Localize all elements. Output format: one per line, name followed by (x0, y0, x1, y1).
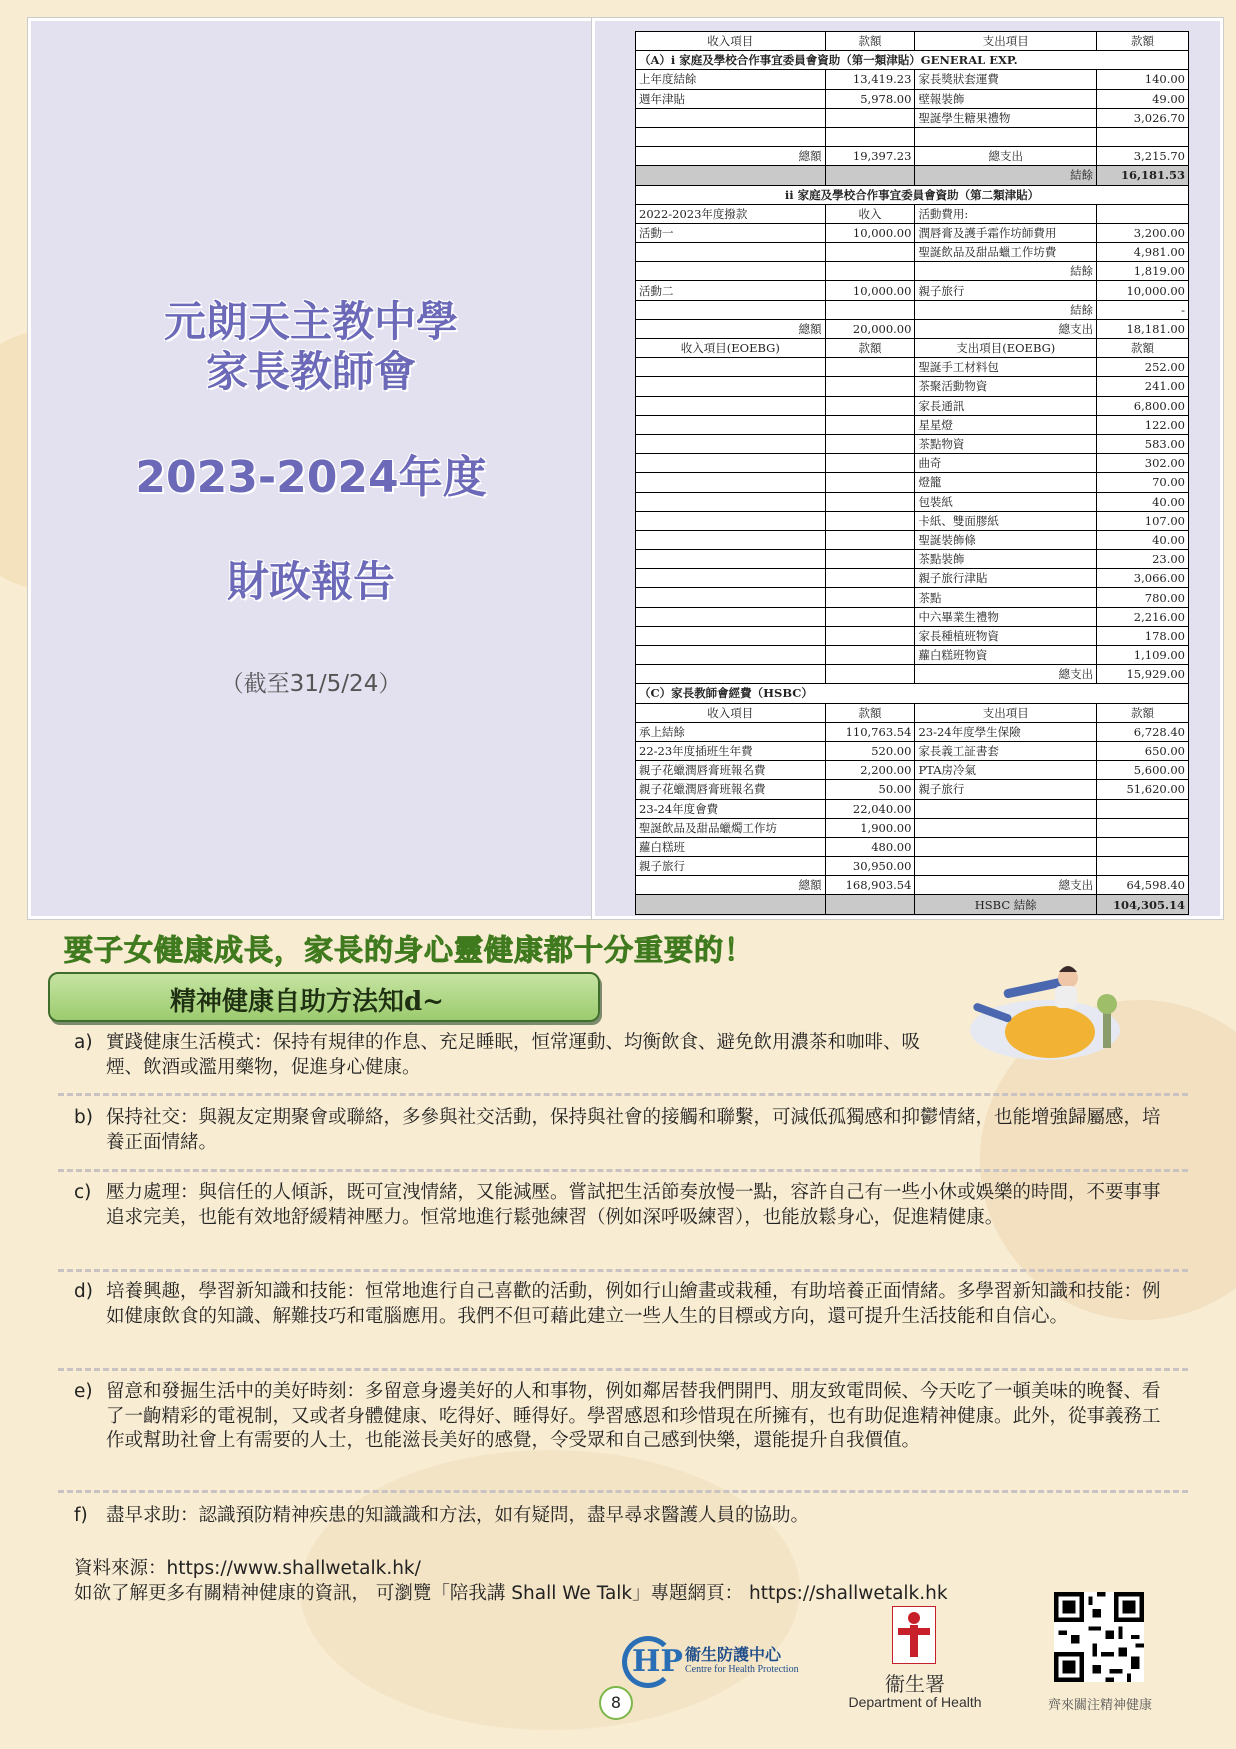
table-row (636, 492, 1189, 511)
table-cell: 23.00 (1097, 550, 1189, 569)
table-row (636, 319, 1189, 338)
table-cell (636, 377, 826, 396)
table-cell: 親子旅行 (915, 281, 1097, 300)
table-row (636, 454, 1189, 473)
table-cell (636, 166, 826, 185)
table-cell: 款額 (825, 32, 915, 51)
divider (58, 1269, 1188, 1272)
table-cell: 總額 (636, 147, 826, 166)
table-row (636, 89, 1189, 108)
table-cell: 49.00 (1097, 89, 1189, 108)
divider (58, 1490, 1188, 1493)
table-cell: 蘿白糕班 (636, 837, 826, 856)
table-cell: 活動二 (636, 281, 826, 300)
table-row (636, 857, 1189, 876)
table-row (636, 300, 1189, 319)
tip-text: 培養興趣，學習新知識和技能：恒常地進行自己喜歡的活動，例如行山繪畫或栽種，有助培養正面情緒。多學習新知識和技能：例如健康飲食的知識、解難技巧和電腦應用。我們不但可藉此建立一些人生的目標或方向，還可提升生活技能和自信心。 (106, 1281, 1161, 1327)
tip-d (74, 1280, 1164, 1329)
table-cell: 茶聚活動物資 (915, 377, 1097, 396)
tip-text: 盡早求助：認識預防精神疾患的知識識和方法，如有疑問，盡早尋求醫護人員的協助。 (106, 1505, 810, 1526)
table-row (636, 434, 1189, 453)
table-cell: （A）i 家庭及學校合作事宜委員會資助（第一類津貼）GENERAL EXP. (636, 51, 1189, 70)
table-cell: 燈籠 (915, 473, 1097, 492)
table-cell (636, 626, 826, 645)
table-cell (1097, 837, 1189, 856)
table-cell (636, 607, 826, 626)
table-cell: 總支出 (915, 665, 1097, 684)
table-cell: 480.00 (825, 837, 915, 856)
table-cell: 23-24年度會費 (636, 799, 826, 818)
table-cell: 收入項目 (636, 32, 826, 51)
table-cell (636, 396, 826, 415)
table-cell (636, 665, 826, 684)
table-cell (825, 108, 915, 127)
tip-c (74, 1181, 1164, 1230)
table-cell: 23-24年度學生保險 (915, 722, 1097, 741)
table-cell: 款額 (825, 703, 915, 722)
table-cell (915, 818, 1097, 837)
table-cell: 款額 (1097, 339, 1189, 358)
tips-heading: 精神健康自助方法知d~ (170, 987, 444, 1017)
table-cell: PTA房冷氣 (915, 761, 1097, 780)
table-cell: 卡紙、雙面膠紙 (915, 511, 1097, 530)
table-cell: 親子花蠟潤唇膏班報名費 (636, 780, 826, 799)
table-cell (636, 454, 826, 473)
table-cell (636, 262, 826, 281)
relaxing-person-illustration (955, 950, 1125, 1065)
table-cell: 支出項目 (915, 32, 1097, 51)
table-cell (915, 799, 1097, 818)
table-row (636, 339, 1189, 358)
table-cell (636, 415, 826, 434)
tip-label: c) (74, 1182, 92, 1203)
table-cell (825, 396, 915, 415)
table-cell (825, 607, 915, 626)
table-cell: HSBC 結餘 (915, 895, 1097, 914)
table-row (636, 166, 1189, 185)
table-cell: 168,903.54 (825, 876, 915, 895)
table-cell: 5,600.00 (1097, 761, 1189, 780)
table-row (636, 147, 1189, 166)
table-cell: 壁報裝飾 (915, 89, 1097, 108)
table-row (636, 761, 1189, 780)
table-cell: 122.00 (1097, 415, 1189, 434)
table-cell: 104,305.14 (1097, 895, 1189, 914)
tip-label: f) (74, 1505, 88, 1526)
table-cell (825, 434, 915, 453)
table-cell: 聖誕裝飾條 (915, 530, 1097, 549)
financial-table (635, 31, 1189, 915)
table-row (636, 108, 1189, 127)
table-cell: 3,215.70 (1097, 147, 1189, 166)
table-cell: 1,109.00 (1097, 646, 1189, 665)
table-cell (636, 434, 826, 453)
table-cell: 51,620.00 (1097, 780, 1189, 799)
table-cell: 583.00 (1097, 434, 1189, 453)
table-cell: 款額 (1097, 32, 1189, 51)
table-cell: 20,000.00 (825, 319, 915, 338)
chp-abbr: HP (632, 1644, 683, 1679)
tip-text: 保持社交：與親友定期聚會或聯絡，多參與社交活動，保持與社會的接觸和聯繫，可減低孤獨感和抑鬱情緒，也能增強歸屬感，培養正面情緒。 (106, 1107, 1161, 1153)
table-cell: 4,981.00 (1097, 243, 1189, 262)
table-cell (825, 511, 915, 530)
table-row (636, 377, 1189, 396)
table-cell: 支出項目(EOEBG) (915, 339, 1097, 358)
table-row (636, 281, 1189, 300)
table-cell: 64,598.40 (1097, 876, 1189, 895)
table-cell: 親子旅行 (915, 780, 1097, 799)
table-cell (825, 530, 915, 549)
table-cell: 6,728.40 (1097, 722, 1189, 741)
report-title: 財政報告 (226, 557, 395, 606)
table-cell: 總額 (636, 876, 826, 895)
table-cell (825, 473, 915, 492)
page-number: 8 (599, 1686, 633, 1720)
table-cell: 親子旅行 (636, 857, 826, 876)
table-row (636, 799, 1189, 818)
table-cell: 包裝紙 (915, 492, 1097, 511)
table-cell: 30,950.00 (825, 857, 915, 876)
table-cell: 520.00 (825, 741, 915, 760)
table-cell (1097, 127, 1189, 146)
table-cell: 16,181.53 (1097, 166, 1189, 185)
table-cell: 252.00 (1097, 358, 1189, 377)
table-row (636, 684, 1189, 703)
table-cell: 2022-2023年度撥款 (636, 204, 826, 223)
table-cell (825, 646, 915, 665)
chp-logo (622, 1636, 812, 1696)
tip-label: d) (74, 1281, 93, 1302)
as-of-date: （截至31/5/24） (220, 671, 402, 697)
divider (58, 1169, 1188, 1172)
table-cell: 收入項目 (636, 703, 826, 722)
table-cell: 2,216.00 (1097, 607, 1189, 626)
tip-text: 壓力處理：與信任的人傾訴，既可宣洩情緒，又能減壓。嘗試把生活節奏放慢一點，容許自己有一些小休或娛樂的時間，不要事事追求完美，也能有效地舒緩精神壓力。恒常地進行鬆弛練習（例如深呼吸練習），也能放鬆身心，促進精健康。 (106, 1182, 1161, 1228)
table-cell: 140.00 (1097, 70, 1189, 89)
table-row (636, 511, 1189, 530)
table-row (636, 262, 1189, 281)
table-cell: 總支出 (915, 147, 1097, 166)
table-row (636, 626, 1189, 645)
school-name: 元朗天主教中學 (163, 297, 458, 346)
table-cell: 活動一 (636, 223, 826, 242)
table-cell: 家長種植班物資 (915, 626, 1097, 645)
table-cell (825, 895, 915, 914)
table-cell (825, 262, 915, 281)
chp-name-cn: 衞生防護中心 (685, 1645, 782, 1664)
table-row (636, 588, 1189, 607)
qr-caption: 齊來關注精神健康 (1047, 1698, 1152, 1713)
table-cell (915, 127, 1097, 146)
table-cell (636, 243, 826, 262)
report-year: 2023-2024年度 (135, 452, 487, 503)
doh-name-cn: 衞生署 (885, 1672, 945, 1696)
table-row (636, 665, 1189, 684)
table-cell (636, 588, 826, 607)
table-cell: 結餘 (915, 300, 1097, 319)
table-cell: 蘿白糕班物資 (915, 646, 1097, 665)
table-cell (825, 415, 915, 434)
table-cell: 10,000.00 (825, 223, 915, 242)
table-cell: 22-23年度插班生年費 (636, 741, 826, 760)
table-row (636, 358, 1189, 377)
association-name: 家長教師會 (205, 347, 416, 396)
financial-table-panel (592, 18, 1223, 919)
table-cell (825, 492, 915, 511)
doh-emblem-icon (892, 1606, 936, 1664)
table-cell: 3,200.00 (1097, 223, 1189, 242)
table-cell: 茶點裝飾 (915, 550, 1097, 569)
tip-f (74, 1504, 1164, 1529)
table-cell (825, 243, 915, 262)
doh-name-en: Department of Health (848, 1694, 982, 1710)
source-line: 資料來源：https://www.shallwetalk.hk/ (74, 1558, 421, 1579)
table-cell (825, 377, 915, 396)
table-cell: 302.00 (1097, 454, 1189, 473)
table-row (636, 876, 1189, 895)
table-row (636, 473, 1189, 492)
table-cell (636, 569, 826, 588)
table-cell: 241.00 (1097, 377, 1189, 396)
table-cell: 上年度結餘 (636, 70, 826, 89)
table-cell: 總支出 (915, 319, 1097, 338)
table-cell (636, 108, 826, 127)
table-cell: 1,900.00 (825, 818, 915, 837)
doh-logo (840, 1606, 1000, 1716)
table-cell: 22,040.00 (825, 799, 915, 818)
table-cell: 親子旅行津貼 (915, 569, 1097, 588)
table-cell (825, 588, 915, 607)
table-cell (1097, 818, 1189, 837)
table-row (636, 32, 1189, 51)
table-cell: 3,066.00 (1097, 569, 1189, 588)
tips-heading-banner (48, 972, 600, 1022)
table-row (636, 895, 1189, 914)
tip-text: 留意和發掘生活中的美好時刻：多留意身邊美好的人和事物，例如鄰居替我們開門、朋友致電問候、今天吃了一頓美味的晚餐、看了一齣精彩的電視制，又或者身體健康、吃得好、睡得好。學習感恩和珍惜現在所擁有，也有助促進精神健康。此外，從事義務工作或幫助社會上有需要的人士，也能滋長美好的感覺，令受眾和自己感到快樂，還能提升自我價值。 (106, 1381, 1161, 1451)
table-cell (636, 646, 826, 665)
table-cell (1097, 799, 1189, 818)
table-cell: 潤唇膏及護手霜作坊師費用 (915, 223, 1097, 242)
table-cell: 家長獎狀套運費 (915, 70, 1097, 89)
table-row (636, 127, 1189, 146)
table-row (636, 51, 1189, 70)
tip-label: e) (74, 1381, 93, 1402)
table-cell (825, 300, 915, 319)
table-cell: 2,200.00 (825, 761, 915, 780)
table-cell: 50.00 (825, 780, 915, 799)
table-row (636, 415, 1189, 434)
table-row (636, 741, 1189, 760)
table-cell: 收入項目(EOEBG) (636, 339, 826, 358)
table-row (636, 396, 1189, 415)
table-cell: 13,419.23 (825, 70, 915, 89)
table-cell (636, 358, 826, 377)
table-cell: 15,929.00 (1097, 665, 1189, 684)
table-cell: 週年津貼 (636, 89, 826, 108)
tip-label: b) (74, 1107, 93, 1128)
table-cell: 承上結餘 (636, 722, 826, 741)
table-cell: 聖誕手工材料包 (915, 358, 1097, 377)
table-cell: 40.00 (1097, 492, 1189, 511)
table-cell: 107.00 (1097, 511, 1189, 530)
table-cell: 6,800.00 (1097, 396, 1189, 415)
table-row (636, 780, 1189, 799)
table-row (636, 243, 1189, 262)
table-cell (825, 127, 915, 146)
table-cell: - (1097, 300, 1189, 319)
table-cell: 中六畢業生禮物 (915, 607, 1097, 626)
table-cell: 結餘 (915, 262, 1097, 281)
table-cell: ii 家庭及學校合作事宜委員會資助（第二類津貼） (636, 185, 1189, 204)
table-cell: 780.00 (1097, 588, 1189, 607)
table-row (636, 607, 1189, 626)
table-row (636, 569, 1189, 588)
table-row (636, 204, 1189, 223)
table-cell: 星星燈 (915, 415, 1097, 434)
table-cell (825, 626, 915, 645)
tip-e (74, 1380, 1164, 1454)
table-cell: 收入 (825, 204, 915, 223)
table-cell (636, 511, 826, 530)
table-cell: 70.00 (1097, 473, 1189, 492)
table-cell: 18,181.00 (1097, 319, 1189, 338)
table-cell: 支出項目 (915, 703, 1097, 722)
table-cell (825, 358, 915, 377)
table-cell (1097, 857, 1189, 876)
table-cell (636, 300, 826, 319)
table-cell (915, 837, 1097, 856)
table-cell (636, 127, 826, 146)
table-cell (1097, 204, 1189, 223)
chp-name-en: Centre for Health Protection (685, 1664, 799, 1675)
table-cell: 10,000.00 (1097, 281, 1189, 300)
table-cell: 10,000.00 (825, 281, 915, 300)
tip-text: 實踐健康生活模式：保持有規律的作息、充足睡眠，恒常運動、均衡飲食、避免飲用濃茶和咖啡、吸煙、飲酒或濫用藥物，促進身心健康。 (106, 1032, 921, 1078)
slogan: 要子女健康成長，家長的身心靈健康都十分重要的！ (64, 933, 755, 967)
table-cell: 1,819.00 (1097, 262, 1189, 281)
tip-a (74, 1031, 944, 1080)
table-cell: （C）家長教師會經費（HSBC） (636, 684, 1189, 703)
qr-code-icon[interactable] (1054, 1592, 1144, 1682)
more-info-line: 如欲了解更多有關精神健康的資訊， 可瀏覽「陪我講 Shall We Talk」專題網頁： https://shallwetalk.hk (74, 1583, 948, 1604)
table-cell (825, 550, 915, 569)
tip-b (74, 1106, 1164, 1155)
table-cell (825, 166, 915, 185)
table-cell: 19,397.23 (825, 147, 915, 166)
table-cell: 5,978.00 (825, 89, 915, 108)
table-cell: 活動費用: (915, 204, 1097, 223)
table-cell: 總額 (636, 319, 826, 338)
table-cell: 聖誕飲品及甜品蠟燭工作坊 (636, 818, 826, 837)
divider (58, 1093, 1188, 1096)
table-cell: 聖誕飲品及甜品蠟工作坊費 (915, 243, 1097, 262)
qr-code-block (1030, 1592, 1170, 1717)
table-cell (825, 569, 915, 588)
divider (58, 1368, 1188, 1371)
table-row (636, 185, 1189, 204)
table-cell (825, 665, 915, 684)
table-cell: 親子花蠟潤唇膏班報名費 (636, 761, 826, 780)
table-row (636, 837, 1189, 856)
table-row (636, 70, 1189, 89)
table-cell: 曲奇 (915, 454, 1097, 473)
tip-label: a) (74, 1032, 93, 1053)
table-cell: 110,763.54 (825, 722, 915, 741)
table-cell: 茶點物資 (915, 434, 1097, 453)
table-cell (636, 492, 826, 511)
table-row (636, 646, 1189, 665)
table-cell: 總支出 (915, 876, 1097, 895)
table-cell: 40.00 (1097, 530, 1189, 549)
table-row (636, 223, 1189, 242)
table-cell: 款額 (825, 339, 915, 358)
table-row (636, 550, 1189, 569)
table-cell: 家長通訊 (915, 396, 1097, 415)
table-cell: 結餘 (915, 166, 1097, 185)
table-row (636, 703, 1189, 722)
table-cell: 家長義工証書套 (915, 741, 1097, 760)
table-cell (825, 454, 915, 473)
cover-panel (28, 18, 594, 919)
table-cell: 茶點 (915, 588, 1097, 607)
table-row (636, 818, 1189, 837)
table-cell (636, 473, 826, 492)
table-row (636, 722, 1189, 741)
table-cell: 聖誕學生糖果禮物 (915, 108, 1097, 127)
table-cell: 款額 (1097, 703, 1189, 722)
table-cell (636, 530, 826, 549)
table-row (636, 530, 1189, 549)
table-cell (915, 857, 1097, 876)
table-cell: 178.00 (1097, 626, 1189, 645)
table-cell (636, 550, 826, 569)
table-cell (636, 895, 826, 914)
table-cell: 650.00 (1097, 741, 1189, 760)
table-cell: 3,026.70 (1097, 108, 1189, 127)
